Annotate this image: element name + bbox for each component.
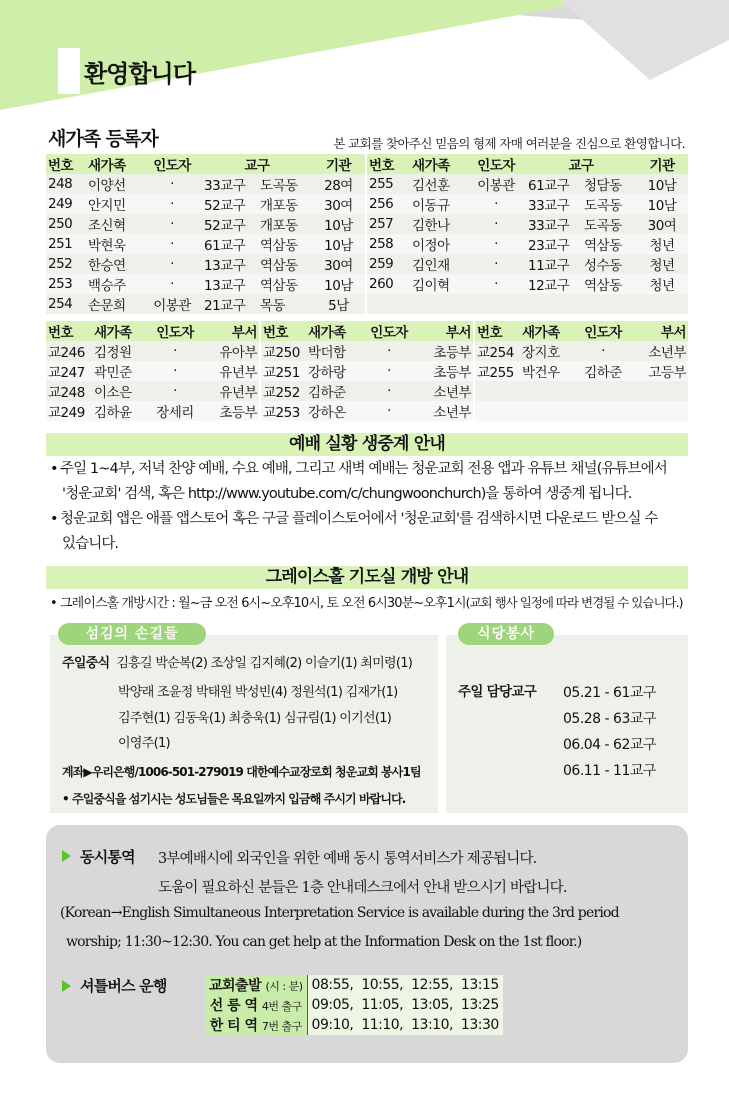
table-row [46, 174, 688, 194]
cell-org: 10남 [636, 194, 688, 214]
cell-name: 이동규 [410, 194, 466, 214]
cell-org: 10남 [312, 274, 366, 294]
time-cell: 12:55, [407, 975, 457, 995]
interp-line: 도움이 필요하신 분들은 1층 안내데스크에서 안내 받으시기 바랍니다. [158, 880, 567, 896]
meal-item: 05.28 - 63교구 [563, 711, 656, 727]
newcomers-note: 본 교회를 찾아주신 믿음의 형제 자매 여러분을 진심으로 환영합니다. [333, 136, 685, 151]
live-paragraph [50, 457, 695, 557]
stop-sub: 4번 출구 [261, 1000, 302, 1013]
offering-notice: • 주일중식을 섬기시는 성도님들은 목요일까지 입금해 주시기 바랍니다. [62, 792, 406, 806]
title-marker [58, 48, 80, 94]
cell-no: 256 [366, 194, 410, 214]
stop-name: 한 티 역 [209, 1018, 258, 1034]
empty-cell [474, 381, 688, 401]
cell-no: 252 [46, 254, 86, 274]
cell-guide: 김하준 [576, 361, 630, 381]
time-cell: 09:05, [307, 995, 357, 1015]
header-cell: 인도자 [466, 154, 526, 174]
cell-no: 258 [366, 234, 410, 254]
cell-no: 교250 [260, 341, 306, 361]
cell-no: 교251 [260, 361, 306, 381]
offering-line [62, 652, 432, 671]
cell-dong: 역삼동 [258, 254, 312, 274]
newcomers-table [46, 154, 688, 314]
header-cell: 교구 [202, 154, 312, 174]
school-header-row [46, 321, 688, 341]
cell-parish: 33교구 [202, 174, 258, 194]
time-cell: 13:30 [457, 1015, 503, 1035]
table-row [46, 274, 688, 294]
cell-name: 박현욱 [86, 234, 142, 254]
cell-guide: 이봉관 [142, 294, 202, 314]
triangle-icon [62, 850, 71, 862]
cell-guide: · [576, 341, 630, 361]
live-title: 예배 실황 생중계 안내 [46, 433, 688, 456]
cell-name: 김선훈 [410, 174, 466, 194]
cell-parish: 52교구 [202, 194, 258, 214]
cell-guide: · [148, 341, 202, 361]
interp-label: 동시통역 [80, 848, 135, 866]
header-cell: 인도자 [148, 321, 202, 341]
cell-guide: · [466, 274, 526, 294]
table-row [46, 214, 688, 234]
cell-parish: 33교구 [526, 194, 582, 214]
cell-dong: 청담동 [582, 174, 636, 194]
live-line [50, 482, 695, 507]
cell-dept: 소년부 [416, 381, 474, 401]
table-row [46, 294, 688, 314]
cell-parish: 21교구 [202, 294, 258, 314]
header-cell: 부서 [202, 321, 260, 341]
cell-no: 249 [46, 194, 86, 214]
offering-label: 주일중식 [62, 656, 110, 671]
cell-no: 251 [46, 234, 86, 254]
time-cell: 10:55, [357, 975, 407, 995]
interp-line: (Korean→English Simultaneous Interpretation Service is available during the 3rd period [60, 905, 619, 921]
cell-name: 김한나 [410, 214, 466, 234]
live-line: • 주일 1~4부, 저녁 찬양 예배, 수요 예배, 그리고 새벽 예배는 청운교회 전용 앱과 유튜브 채널(유튜브에서 [50, 461, 667, 477]
cell-parish: 13교구 [202, 254, 258, 274]
cell-name: 박건우 [520, 361, 576, 381]
cell-dept: 초등부 [416, 361, 474, 381]
cell-no: 교246 [46, 341, 92, 361]
live-line [50, 532, 695, 557]
cell-org: 30여 [312, 194, 366, 214]
cell-guide: · [362, 341, 416, 361]
cell-dong: 역삼동 [258, 234, 312, 254]
cell-name: 안지민 [86, 194, 142, 214]
header-cell: 부서 [416, 321, 474, 341]
cell-guide: · [142, 274, 202, 294]
cell-org: 5남 [312, 294, 366, 314]
header-cell: 새가족 [92, 321, 148, 341]
cell-parish: 11교구 [526, 254, 582, 274]
cell-org: 10남 [312, 214, 366, 234]
cell-org: 10남 [312, 234, 366, 254]
offering-names: 박양래 조윤정 박태원 박성빈(4) 정원석(1) 김재가(1) [118, 685, 398, 700]
cell-no: 254 [46, 294, 86, 314]
cell-dong: 성수동 [582, 254, 636, 274]
live-text: 청운교회 앱은 애플 앱스토어 혹은 구글 플레이스토어에서 '청운교회'를 검색하시면 다운로드 받으실 수 [60, 511, 658, 527]
meal-label: 주일 담당교구 [458, 684, 537, 700]
header-cell: 번호 [366, 154, 410, 174]
live-text: '청운교회' 검색, 혹은 http://www.youtube.com/c/chungwoonchurch)을 통하여 생중계 됩니다. [62, 486, 632, 502]
header-cell: 부서 [630, 321, 688, 341]
cell-name: 김하준 [306, 381, 362, 401]
shuttle-stop [205, 995, 307, 1015]
stop-sub: (시 : 분) [265, 980, 303, 993]
header-cell: 인도자 [576, 321, 630, 341]
header-cell: 새가족 [410, 154, 466, 174]
cell-guide: · [148, 381, 202, 401]
table-row [46, 194, 688, 214]
meal-item: 06.04 - 62교구 [563, 737, 656, 753]
table-row [205, 1015, 503, 1035]
cell-no: 교254 [474, 341, 520, 361]
cell-no: 교255 [474, 361, 520, 381]
header-cell: 인도자 [142, 154, 202, 174]
cell-guide: · [362, 381, 416, 401]
cell-guide: · [142, 234, 202, 254]
offering-names: 김주현(1) 김동욱(1) 최충욱(1) 심규림(1) 이기선(1) [118, 711, 392, 726]
cell-dong: 역삼동 [582, 274, 636, 294]
cell-no: 248 [46, 174, 86, 194]
cell-dept: 유년부 [202, 361, 260, 381]
table-row [46, 361, 688, 381]
cell-name: 김정원 [92, 341, 148, 361]
cell-name: 강하온 [306, 401, 362, 421]
grace-title: 그레이스홀 기도실 개방 안내 [46, 566, 688, 589]
header-cell: 번호 [260, 321, 306, 341]
cell-name: 이소은 [92, 381, 148, 401]
cell-name: 김하윤 [92, 401, 148, 421]
cell-dept: 소년부 [630, 341, 688, 361]
time-cell: 13:05, [407, 995, 457, 1015]
cell-no: 교249 [46, 401, 92, 421]
cell-parish: 52교구 [202, 214, 258, 234]
interp-line: 3부예배시에 외국인을 위한 예배 동시 통역서비스가 제공됩니다. [158, 851, 537, 867]
cell-dong: 역삼동 [258, 274, 312, 294]
table-row [46, 254, 688, 274]
cell-name: 김인재 [410, 254, 466, 274]
cell-parish: 61교구 [202, 234, 258, 254]
table-row [46, 234, 688, 254]
live-text: 있습니다. [62, 536, 119, 552]
table-row [46, 341, 688, 361]
cell-guide: · [142, 174, 202, 194]
cell-name: 곽민준 [92, 361, 148, 381]
cell-dong: 역삼동 [582, 234, 636, 254]
cell-name: 조신혁 [86, 214, 142, 234]
cell-dept: 유년부 [202, 381, 260, 401]
header-cell: 번호 [46, 321, 92, 341]
cell-guide: · [466, 254, 526, 274]
time-cell: 13:10, [407, 1015, 457, 1035]
cell-guide: · [466, 194, 526, 214]
header-cell: 새가족 [520, 321, 576, 341]
cell-name: 김이혁 [410, 274, 466, 294]
cell-guide: · [466, 234, 526, 254]
header-cell: 새가족 [86, 154, 142, 174]
cell-no: 259 [366, 254, 410, 274]
cell-guide: · [142, 254, 202, 274]
cell-org: 30여 [636, 214, 688, 234]
header-cell: 번호 [474, 321, 520, 341]
offering-account: 계좌▶우리은행/1006-501-279019 대한예수교장로회 청운교회 봉사1팀 [62, 765, 421, 779]
cell-dept: 초등부 [202, 401, 260, 421]
cell-dong: 목동 [258, 294, 312, 314]
time-cell: 09:10, [307, 1015, 357, 1035]
cell-dept: 유아부 [202, 341, 260, 361]
cell-name: 백승주 [86, 274, 142, 294]
shuttle-stop [205, 975, 307, 995]
cell-no: 교253 [260, 401, 306, 421]
time-cell: 11:10, [357, 1015, 407, 1035]
interp-line: worship; 11:30~12:30. You can get help at the Information Desk on the 1st floor.) [66, 934, 582, 950]
table-row [46, 381, 688, 401]
cell-guide: · [362, 401, 416, 421]
offering-badge: 섬김의 손길들 [58, 623, 206, 645]
stop-name: 선 릉 역 [209, 998, 258, 1014]
grace-hours: 그레이스홀 개방시간 : 월~금 오전 6시~오후10시, 토 오전 6시30분~오후1시 [60, 596, 466, 611]
cell-org: 28여 [312, 174, 366, 194]
grace-hours-line: • 그레이스홀 개방시간 : 월~금 오전 6시~오후10시, 토 오전 6시30분~오후1시(교회 행사 일정에 따라 변경될 수 있습니다.) [50, 595, 683, 611]
table-row [46, 401, 688, 421]
cell-parish: 23교구 [526, 234, 582, 254]
cell-dong: 도곡동 [258, 174, 312, 194]
cell-dept: 고등부 [630, 361, 688, 381]
time-cell: 13:25 [457, 995, 503, 1015]
grace-note: (교회 행사 일정에 따라 변경될 수 있습니다.) [465, 595, 683, 610]
cell-dong: 도곡동 [582, 214, 636, 234]
meal-list [563, 680, 656, 784]
school-table [46, 321, 688, 421]
cell-name: 장지호 [520, 341, 576, 361]
cell-no: 257 [366, 214, 410, 234]
cell-guide: · [142, 194, 202, 214]
cell-parish: 61교구 [526, 174, 582, 194]
shuttle-label: 셔틀버스 운행 [80, 977, 167, 995]
cell-no: 교252 [260, 381, 306, 401]
cell-name: 손문희 [86, 294, 142, 314]
cell-guide: · [148, 361, 202, 381]
cell-no: 교247 [46, 361, 92, 381]
time-cell: 13:15 [457, 975, 503, 995]
table-row [205, 975, 503, 995]
cell-org: 10남 [636, 174, 688, 194]
meal-badge: 식당봉사 [458, 623, 554, 645]
cell-name: 이정아 [410, 234, 466, 254]
cell-guide: · [362, 361, 416, 381]
time-cell: 11:05, [357, 995, 407, 1015]
stop-sub: 7번 출구 [261, 1020, 302, 1033]
cell-no: 250 [46, 214, 86, 234]
cell-name: 강하랑 [306, 361, 362, 381]
live-line: • 청운교회 앱은 애플 앱스토어 혹은 구글 플레이스토어에서 '청운교회'를 검색하시면 다운로드 받으실 수 [50, 511, 658, 527]
shuttle-table [205, 975, 503, 1035]
cell-org: 청년 [636, 234, 688, 254]
cell-name: 이양선 [86, 174, 142, 194]
cell-org: 30여 [312, 254, 366, 274]
cell-dong: 개포동 [258, 214, 312, 234]
offering-names: 김흥길 박순복(2) 조상일 김지혜(2) 이슬기(1) 최미령(1) [116, 656, 413, 671]
header-cell: 새가족 [306, 321, 362, 341]
header-cell: 기관 [636, 154, 688, 174]
cell-dong: 도곡동 [582, 194, 636, 214]
time-cell: 08:55, [307, 975, 357, 995]
cell-name: 한승연 [86, 254, 142, 274]
header-cell: 인도자 [362, 321, 416, 341]
header-cell: 번호 [46, 154, 86, 174]
live-text: 주일 1~4부, 저녁 찬양 예배, 수요 예배, 그리고 새벽 예배는 청운교회 전용 앱과 유튜브 채널(유튜브에서 [60, 461, 667, 477]
meal-item: 06.11 - 11교구 [563, 763, 656, 779]
table-row [205, 995, 503, 1015]
offering-names: 이영주(1) [118, 736, 170, 751]
cell-parish: 33교구 [526, 214, 582, 234]
cell-name: 박더함 [306, 341, 362, 361]
stop-name: 교회출발 [209, 978, 262, 994]
cell-guide: · [142, 214, 202, 234]
empty-cell [474, 401, 688, 421]
cell-parish: 12교구 [526, 274, 582, 294]
cell-org: 청년 [636, 254, 688, 274]
cell-parish: 13교구 [202, 274, 258, 294]
cell-guide: 이봉관 [466, 174, 526, 194]
triangle-icon [62, 980, 71, 992]
newcomers-title: 새가족 등록자 [48, 128, 158, 150]
meal-item: 05.21 - 61교구 [563, 685, 656, 701]
cell-guide: 장세리 [148, 401, 202, 421]
cell-no: 교248 [46, 381, 92, 401]
cell-dong: 개포동 [258, 194, 312, 214]
cell-dept: 소년부 [416, 401, 474, 421]
cell-no: 255 [366, 174, 410, 194]
cell-guide: · [466, 214, 526, 234]
empty-cell [366, 294, 688, 314]
cell-org: 청년 [636, 274, 688, 294]
cell-no: 253 [46, 274, 86, 294]
newcomers-header-row [46, 154, 688, 174]
header-cell: 교구 [526, 154, 636, 174]
cell-dept: 초등부 [416, 341, 474, 361]
header-cell: 기관 [312, 154, 366, 174]
cell-no: 260 [366, 274, 410, 294]
shuttle-stop [205, 1015, 307, 1035]
page-title: 환영합니다 [84, 60, 195, 88]
